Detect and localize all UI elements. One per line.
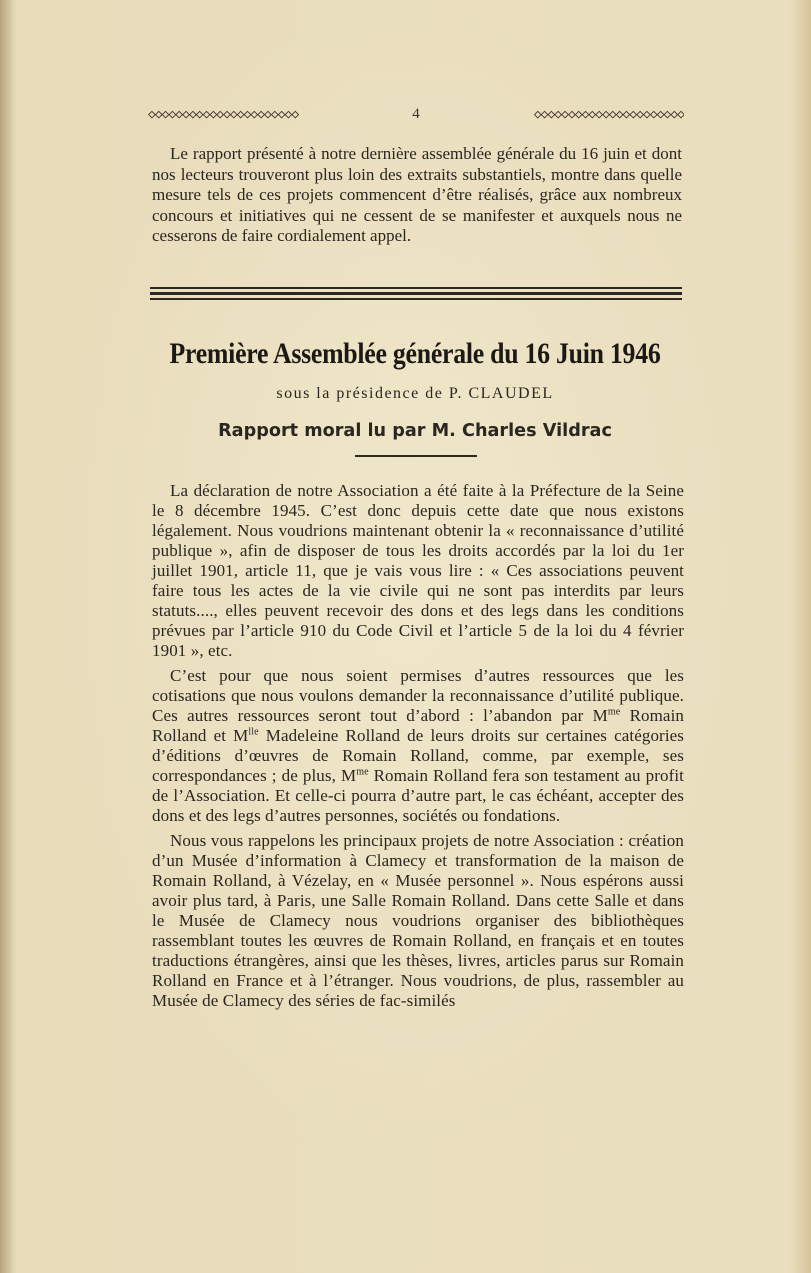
superscript-mlle: lle [248, 726, 259, 738]
section-divider [150, 287, 682, 303]
intro-paragraph: Le rapport présenté à notre dernière assemblée générale du 16 juin et dont nos lecteurs trouveront plus loin des extraits substantiels, montre dans quelle mesure tels de ces projets commencent d’être réalisés, grâce aux nombreux concours et initiatives qui ne cessent de se manifester et auxquels nous ne cesserons de faire cordialement appel. [152, 144, 682, 245]
paragraph-ressources-part-2: Romain Rolland et M [152, 706, 684, 745]
article-title: Première Assemblée générale du 16 Juin 1946 [169, 337, 661, 370]
superscript-mme-1: me [607, 706, 621, 718]
paragraph-ressources-part-3: Madeleine Rolland de leurs droits sur certaines catégories d’éditions d’œuvres de Romain Rolland, comme, par exemple, ses correspondances ; de plus, M [152, 726, 685, 785]
intro-section [152, 144, 682, 247]
page-binding-shadow [0, 0, 14, 1273]
divider-line-middle [150, 292, 682, 295]
presidency-line: sous la présidence de P. CLAUDEL [276, 385, 554, 402]
superscript-mme-2: me [356, 766, 369, 778]
paragraph-declaration: La déclaration de notre Association a été faite à la Préfecture de la Seine le 8 décembre 1945. C’est donc depuis cette date que nous existons légalement. Nous voudrions maintenant obtenir la « reconnaissance d’utilité publique », afin de disposer de tous les droits accordés par la loi du 1er juillet 1901, article 11, que je vais vous lire : « Ces associations peuvent faire tous les actes de la vie civile qui ne sont pas interdits par leurs statuts...., elles peuvent recevoir des dons et des legs dans les conditions prévues par l’article 910 du Code Civil et l’article 5 de la loi du 4 février 1901 », etc. [152, 481, 684, 660]
subtitle-rule [355, 455, 477, 457]
paragraph-ressources-part-4: Romain Rolland fera son testament au profit de l’Association. Et celle-ci pourra d’autre part, le cas échéant, accepter des dons et des legs d’autres personnes, sociétés ou fondations. [152, 766, 684, 825]
paragraph-projets: Nous vous rappelons les principaux projets de notre Association : création d’un Musée d’information à Clamecy et transformation de la maison de Romain Rolland, à Vézelay, en « Musée personnel ». Nous espérons aussi avoir plus tard, à Paris, une Salle Romain Rolland. Dans cette Salle et dans le Musée de Clamecy nous voudrions organiser des bibliothèques rassemblant toutes les œuvres de Romain Rolland, en français et en toutes traductions étrangères, ainsi que les thèses, livres, articles parus sur Romain Rolland en France et à l’étranger. Nous voudrions, de plus, rassembler au Musée de Clamecy des séries de fac-similés [152, 831, 684, 1010]
divider-line-top [150, 287, 682, 289]
ornament-right: ◇◇◇◇◇◇◇◇◇◇◇◇◇◇◇◇◇◇◇◇◇◇ [533, 106, 684, 122]
article-subtitle: Rapport moral lu par M. Charles Vildrac [218, 420, 612, 441]
page-header [148, 104, 684, 124]
paragraph-ressources-part-1: C’est pour que nous soient permises d’autres ressources que les cotisations que nous voulons demander la reconnaissance d’utilité publique. Ces autres ressources seront tout d’abord : l’abandon par M [152, 666, 684, 725]
divider-line-bottom [150, 298, 682, 300]
paragraph-ressources [152, 666, 684, 826]
ornament-left: ◇◇◇◇◇◇◇◇◇◇◇◇◇◇◇◇◇◇◇◇◇◇ [148, 106, 299, 122]
page-number: 4 [412, 105, 420, 122]
article-body [152, 481, 684, 1016]
